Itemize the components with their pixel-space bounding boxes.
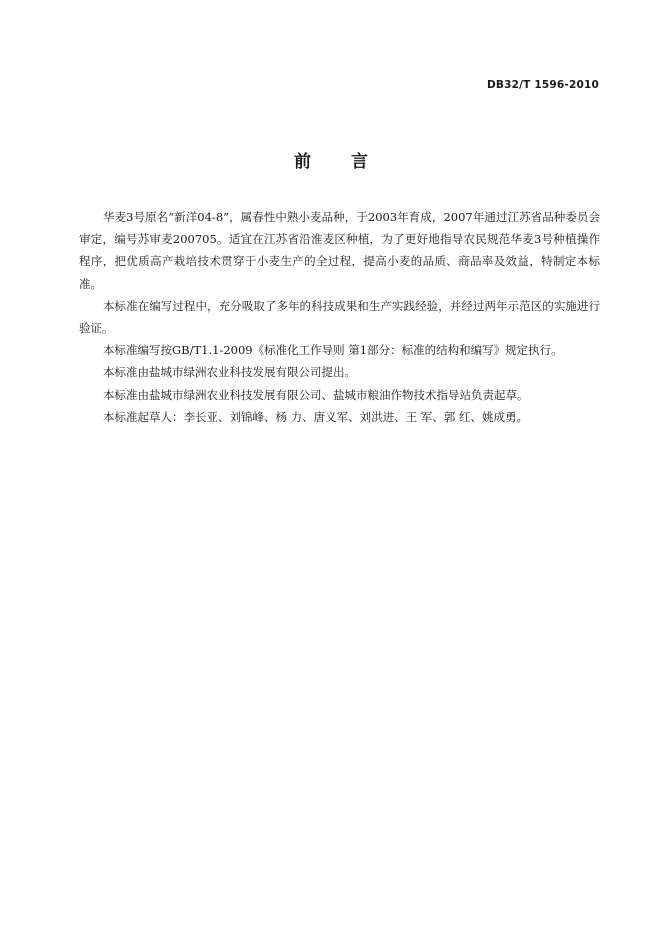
paragraph-proposer: 本标准由盐城市绿洲农业科技发展有限公司提出。 — [103, 365, 356, 380]
paragraph-drafting-rules: 本标准编写按GB/T1.1-2009《标准化工作导则 第1部分：标准的结构和编写》规定执行。 — [103, 343, 563, 358]
page-title — [0, 147, 662, 172]
paragraph-intro: 华麦3号原名“新洋04-8”，属春性中熟小麦品种，于2003年育成，2007年通过江苏省品种委员会审定，编号苏审麦200705。适宜在江苏省沿淮麦区种植，为了更好地指导农民规范华麦3号种植操作程序，把优质高产栽培技术贯穿于小麦生产的全过程，提高小麦的品质、商品率及效益，特制定本标准。 — [79, 210, 600, 291]
document-code: DB32/T 1596-2010 — [487, 79, 599, 91]
paragraph-drafters: 本标准起草人：李长亚、刘锦峰、杨 力、唐义军、刘洪进、王 军、郭 红、姚成勇。 — [103, 409, 528, 424]
title-char-2: 言 — [351, 152, 368, 172]
foreword-body — [79, 206, 600, 428]
title-char-1: 前 — [294, 152, 311, 172]
paragraph-experience: 本标准在编写过程中，充分吸取了多年的科技成果和生产实践经验，并经过两年示范区的实施进行验证。 — [79, 298, 600, 336]
paragraph-drafting-units: 本标准由盐城市绿洲农业科技发展有限公司、盐城市粮油作物技术指导站负责起草。 — [103, 387, 529, 402]
